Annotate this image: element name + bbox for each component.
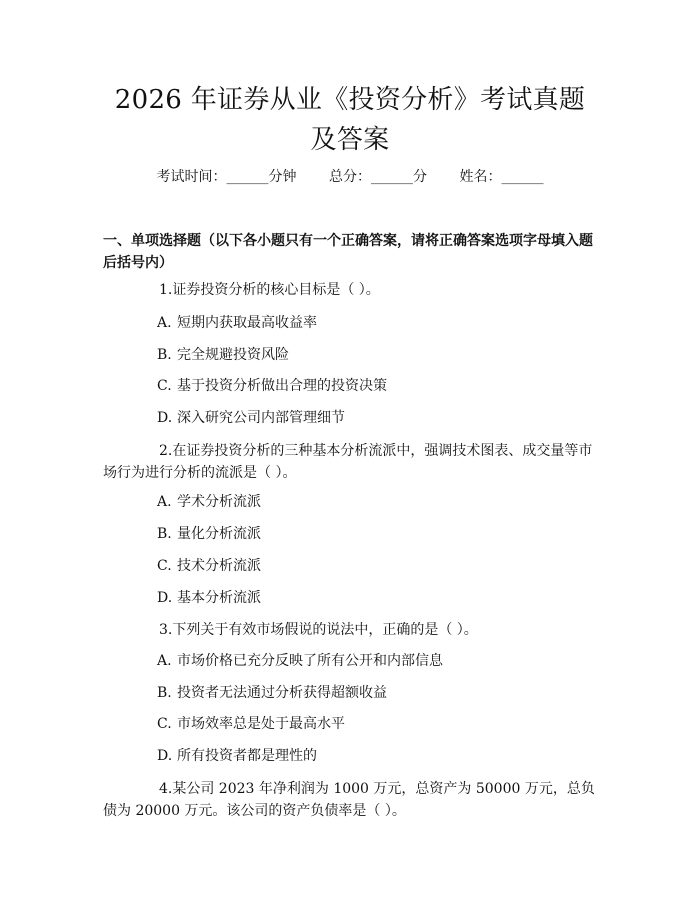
option-text: 市场价格已充分反映了所有公开和内部信息 <box>177 653 443 669</box>
question-3 <box>103 619 597 641</box>
question-3-option-d <box>157 746 317 766</box>
option-text: 短期内获取最高收益率 <box>177 315 317 331</box>
question-1 <box>103 279 597 301</box>
option-text: 完全规避投资风险 <box>177 347 289 363</box>
name-field: 姓名：______ <box>459 169 544 185</box>
question-text: 证券投资分析的核心目标是（ ）。 <box>172 282 380 298</box>
question-2-option-b <box>157 524 261 544</box>
option-letter: D. <box>157 590 173 606</box>
option-letter: D. <box>157 748 173 764</box>
question-4 <box>103 778 597 822</box>
question-3-option-b <box>157 683 387 703</box>
question-text: 下列关于有效市场假说的说法中，正确的是（ ）。 <box>172 622 478 638</box>
question-text: 在证券投资分析的三种基本分析流派中，强调技术图表、成交量等市场行为进行分析的流派是（ ）。 <box>103 443 593 481</box>
question-1-option-b <box>157 345 289 365</box>
question-number: 2. <box>159 443 173 459</box>
document-title: 2026 年证券从业《投资分析》考试真题及答案 <box>114 85 586 155</box>
option-letter: C. <box>157 716 172 732</box>
option-text: 技术分析流派 <box>177 558 261 574</box>
exam-time-field: 考试时间：______分钟 <box>156 169 297 185</box>
option-text: 基本分析流派 <box>177 590 261 606</box>
option-text: 所有投资者都是理性的 <box>177 748 317 764</box>
option-text: 基于投资分析做出合理的投资决策 <box>177 378 387 394</box>
option-letter: C. <box>157 558 172 574</box>
question-1-option-a <box>157 313 317 333</box>
question-2 <box>103 440 597 484</box>
exam-meta <box>103 167 597 187</box>
question-number: 3. <box>159 622 173 638</box>
option-letter: B. <box>157 526 172 542</box>
option-text: 深入研究公司内部管理细节 <box>177 410 345 426</box>
option-text: 市场效率总是处于最高水平 <box>177 716 345 732</box>
section-heading: 一、单项选择题（以下各小题只有一个正确答案，请将正确答案选项字母填入题后括号内） <box>103 233 593 271</box>
option-letter: D. <box>157 410 173 426</box>
question-3-option-c <box>157 714 345 734</box>
option-text: 量化分析流派 <box>177 526 261 542</box>
question-1-option-d <box>157 408 345 428</box>
question-text: 某公司 2023 年净利润为 1000 万元，总资产为 50000 万元，总负债为 20000 万元。该公司的资产负债率是（ ）。 <box>103 781 595 819</box>
option-letter: A. <box>157 494 172 510</box>
total-score-field: 总分：______分 <box>329 169 427 185</box>
option-letter: B. <box>157 685 172 701</box>
question-3-option-a <box>157 651 443 671</box>
option-letter: A. <box>157 653 172 669</box>
question-2-option-a <box>157 492 261 512</box>
question-number: 1. <box>159 282 173 298</box>
option-text: 学术分析流派 <box>177 494 261 510</box>
question-2-option-c <box>157 556 261 576</box>
question-2-option-d <box>157 588 261 608</box>
option-letter: A. <box>157 315 172 331</box>
option-letter: B. <box>157 347 172 363</box>
option-letter: C. <box>157 378 172 394</box>
option-text: 投资者无法通过分析获得超额收益 <box>177 685 387 701</box>
question-number: 4. <box>159 781 173 797</box>
question-1-option-c <box>157 376 387 396</box>
